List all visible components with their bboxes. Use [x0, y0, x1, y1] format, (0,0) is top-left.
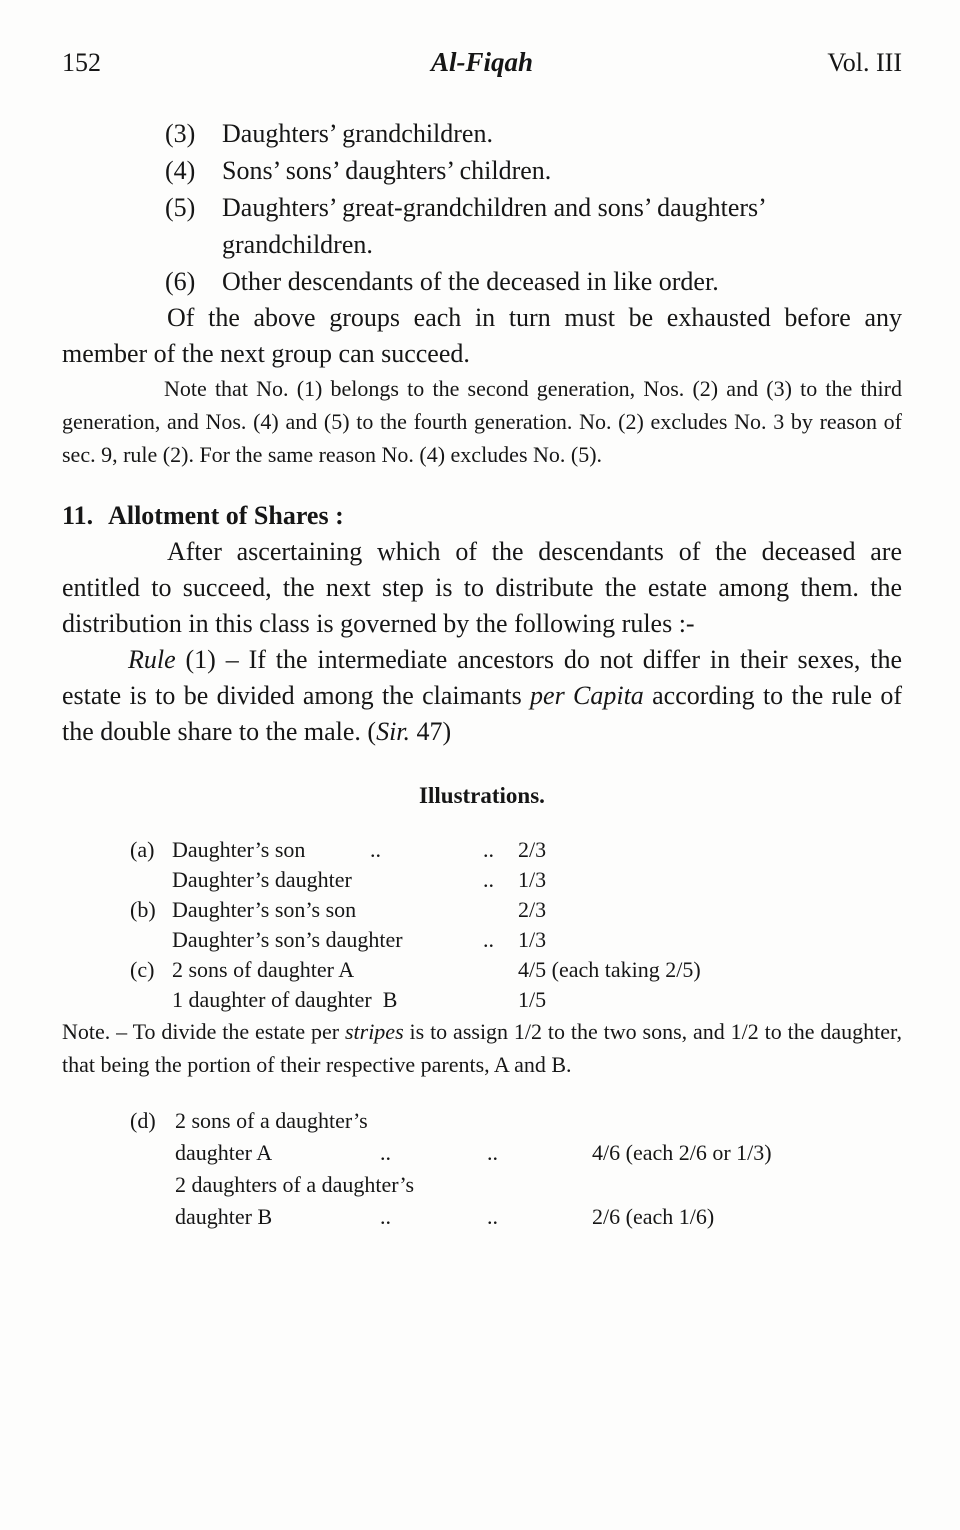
list-item-number: (3): [165, 119, 196, 148]
row-dots: ..: [380, 1140, 391, 1165]
row-label: (b): [130, 897, 156, 922]
illustration-row: [130, 1201, 902, 1233]
row-item: daughter A: [175, 1140, 273, 1165]
row-share: 2/3: [518, 897, 547, 922]
illustration-row: [130, 1105, 902, 1137]
row-share: [592, 1105, 902, 1137]
row-dots: [370, 985, 483, 1015]
row-dots: [483, 955, 518, 985]
page-header: [62, 46, 902, 79]
row-share: 1/3: [518, 867, 547, 892]
illustration-row: [130, 865, 902, 895]
row-label: [130, 865, 172, 895]
row-dots: [483, 895, 518, 925]
list-item: [165, 263, 902, 300]
row-dots: [370, 955, 483, 985]
list-item: [165, 115, 902, 152]
row-dots: ..: [483, 927, 494, 952]
row-item: 2 daughters of a daughter’s: [175, 1172, 415, 1197]
list-item-number: (6): [165, 267, 196, 296]
section-heading: [62, 498, 902, 534]
section-title: Allotment of Shares :: [108, 501, 344, 530]
row-dots: ..: [487, 1140, 498, 1165]
row-dots: [380, 1169, 487, 1201]
illustration-row: [130, 835, 902, 865]
row-label: (c): [130, 957, 155, 982]
row-share: 2/6 (each 1/6): [592, 1204, 715, 1229]
row-share: 4/5 (each taking 2/5): [518, 957, 701, 982]
descendants-list: [165, 115, 902, 300]
illustration-row: [130, 925, 902, 955]
paragraph-after-ascertaining: After ascertaining which of the descendants of the deceased are entitled to succeed, the next step is to distribute the estate among them. the distribution in this class is governed by the following rules :-: [62, 537, 902, 638]
row-dots: [370, 865, 483, 895]
volume-label: Vol. III: [827, 48, 902, 77]
illustrations-heading: Illustrations.: [419, 783, 545, 808]
row-label: (a): [130, 837, 155, 862]
row-share: 1/3: [518, 927, 547, 952]
row-item: 2 sons of a daughter’s: [175, 1108, 368, 1133]
paragraph-rule-1: Rule (1) – If the intermediate ancestors do not differ in their sexes, the estate is to be divided among the claimants per Capita according to the rule of the double share to the male. (Sir. 47): [62, 645, 902, 746]
row-item: 2 sons of daughter A: [172, 957, 355, 982]
list-item-text: Daughters’ grandchildren.: [222, 119, 493, 148]
list-item: [165, 152, 902, 189]
row-dots: [370, 925, 483, 955]
list-item-text: Other descendants of the deceased in like order.: [222, 267, 719, 296]
row-dots: ..: [483, 837, 494, 862]
row-item: Daughter’s son’s son: [172, 897, 357, 922]
row-label: [130, 985, 172, 1015]
illustrations-table: [130, 835, 902, 1015]
row-share: 4/6 (each 2/6 or 1/3): [592, 1140, 772, 1165]
illustration-row: [130, 895, 902, 925]
illustration-row: [130, 1137, 902, 1169]
paragraph-exhausted: Of the above groups each in turn must be exhausted before any member of the next group can succeed.: [62, 303, 902, 368]
row-item: daughter B: [175, 1204, 273, 1229]
row-label: [130, 925, 172, 955]
row-dots: [483, 985, 518, 1015]
list-item-text: Sons’ sons’ daughters’ children.: [222, 156, 552, 185]
note-generations: Note that No. (1) belongs to the second generation, Nos. (2) and (3) to the third generation, and Nos. (4) and (5) to the fourth generation. No. (2) excludes No. 3 by reason of sec. 9, rule (2). For the same reason No. (4) excludes No. (5).: [62, 376, 902, 467]
row-dots: ..: [483, 867, 494, 892]
row-dots: ..: [370, 837, 381, 862]
section-number: 11.: [62, 501, 94, 530]
row-item: Daughter’s daughter: [172, 867, 352, 892]
note-stripes: Note. – To divide the estate per stripes is to assign 1/2 to the two sons, and 1/2 to the daughter, that being the portion of their respective parents, A and B.: [62, 1019, 902, 1077]
row-dots: [487, 1105, 592, 1137]
illustration-row: [130, 985, 902, 1015]
row-share: 2/3: [518, 837, 547, 862]
row-item: 1 daughter of daughter B: [172, 987, 398, 1012]
row-label: [130, 1201, 175, 1233]
row-item: Daughter’s son’s daughter: [172, 927, 403, 952]
row-label: (d): [130, 1108, 156, 1133]
list-item-number: (5): [165, 193, 196, 222]
list-item: [165, 189, 902, 263]
illustration-row: [130, 955, 902, 985]
row-label: [130, 1137, 175, 1169]
row-dots: [370, 895, 483, 925]
book-title: Al-Fiqah: [430, 47, 534, 77]
row-dots: [380, 1105, 487, 1137]
row-share: 1/5: [518, 987, 547, 1012]
illustration-row: [130, 1169, 902, 1201]
list-item-number: (4): [165, 156, 196, 185]
row-share: [592, 1169, 902, 1201]
row-dots: [487, 1169, 592, 1201]
illustration-d-table: [130, 1105, 902, 1233]
row-dots: ..: [487, 1204, 498, 1229]
list-item-text: Daughters’ great-grandchildren and sons’ daughters’ grandchildren.: [222, 193, 765, 259]
row-item: Daughter’s son: [172, 837, 306, 862]
row-label: [130, 1169, 175, 1201]
page-number: 152: [62, 48, 101, 77]
row-dots: ..: [380, 1204, 391, 1229]
